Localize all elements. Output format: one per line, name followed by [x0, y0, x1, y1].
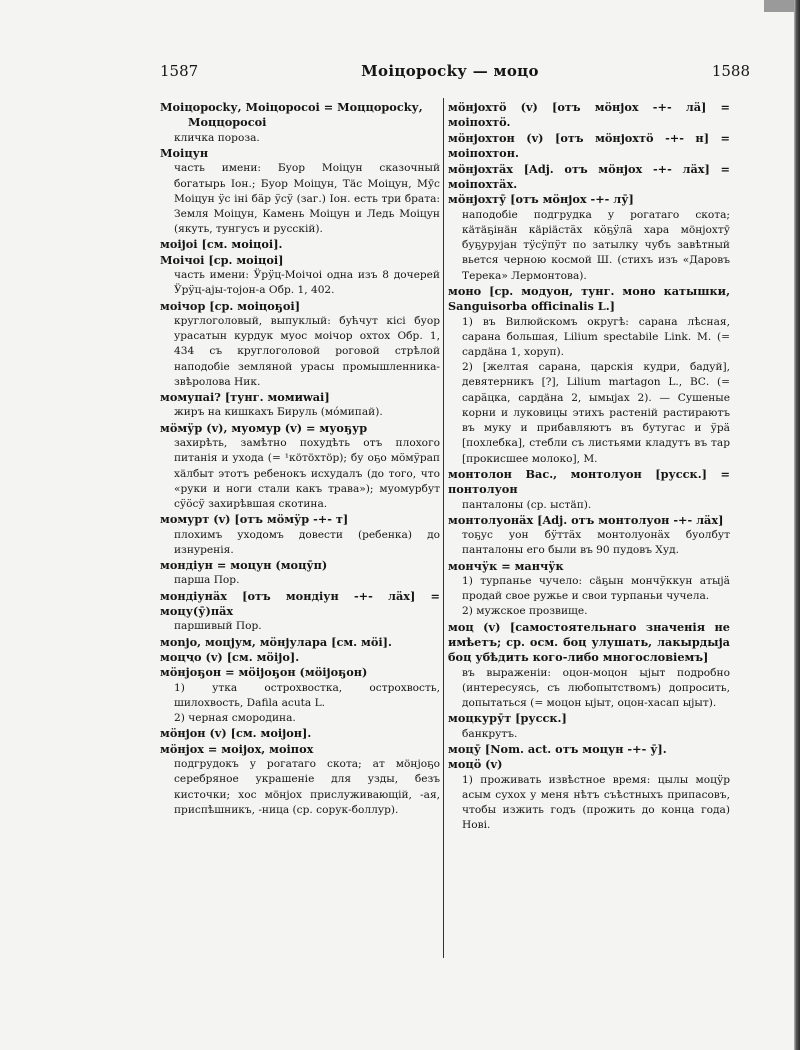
dictionary-definition: 1) въ Вилюйскомъ округѣ: сарана лѣсная, сарана большая, Lilium spectabile Link. М. (= сардäна 1, хоруп). [462, 315, 730, 359]
dictionary-headword: мöнјохтӓх [Adj. отъ мöнјох -+- лäх] = моiпохтӓх. [448, 161, 730, 192]
dictionary-definition: наподобiе подгрудка у рогатаго скота; кäтäҕiнäн кäрiäстӓх кӧҕӱлӓ хара мöнјохтӯ буҕурујан тӱсӱпӱт по затылку чубъ завѣтный вьется черною космой Ш. (стихъ изъ «Даровъ Терека» Лермонтова). [462, 208, 730, 282]
running-title: Моiцоросkу — моцо [361, 62, 539, 80]
dictionary-definition: захирѣть, замѣтно похудѣть отъ плохого питанiя и ухода (= ¹кöтöхтöр); бу оҕо мӧмӱрап хäлбыт этотъ ребенокъ исхудалъ (до того, что «руки и ноги стали какъ трава»); муомурбут сӱӧсӱ захирѣвшая скотина. [174, 437, 440, 510]
dictionary-definition: парша Пор. [174, 574, 240, 587]
dictionary-definition: тоҕус уон бӱттӓх монтолуонӓх буолбут панталоны его были въ 90 пудовъ Худ. [462, 529, 730, 557]
dictionary-definition: панталоны (ср. ыстäп). [462, 498, 592, 511]
left-column [160, 100, 440, 818]
dictionary-headword: моiјоi [см. моiцоi]. [160, 237, 283, 252]
page-edge-shadow [794, 0, 800, 1050]
dictionary-headword: мöнjоҕон = мöiјоҕон (мöiјоҕон) [160, 665, 368, 680]
dictionary-headword: мондiунӓх [отъ мондiун -+- лäх] = моцу(ӯ)пӓх [160, 588, 440, 618]
dictionary-definition: часть имени: Ӱрӱц-Моiчоi одна изъ 8 дочерей Ӱрӱц-аjы-тојон-а Обр. 1, 402. [174, 269, 440, 297]
dictionary-definition: паршивый Пор. [174, 620, 262, 633]
page-number-right: 1588 [711, 62, 750, 80]
dictionary-definition: подгрудокъ у рогатаго скота; ат мöнјоҕо серебряное украшенiе для узды, безъ кисточки; хос мöнјох прислуживающiй, -ая, приспѣшникъ, -ница (ср. сорук-боллур). [174, 758, 440, 816]
dictionary-definition: часть имени: Буор Моiцун сказочный богатырь Іон.; Буор Моiцун, Тäс Моiцун, Мӯс Моiцун ӱс iнi бӓр ӱсӱ (заг.) Іон. есть три брата: Земля Моiцун, Камень Моiцун и Ледь Моiцун (якуть, тунгусъ и русскiй). [174, 162, 440, 236]
dictionary-headword: моnјо, моцјум, мӧнјулара [см. мöi]. [160, 634, 392, 649]
dictionary-definition: жиръ на кишкахъ Бируль (мóмипай). [174, 406, 383, 419]
dictionary-headword: Моiцун [160, 146, 209, 161]
dictionary-headword: мондiун = моцун (моцӯп) [160, 557, 328, 572]
dictionary-headword: мöнjох = моiјох, моiпох [160, 741, 314, 756]
dictionary-definition: кличка пороза. [174, 131, 260, 144]
dictionary-headword: моiчор [ср. моiцоҕоi] [160, 298, 301, 313]
column-divider [443, 98, 444, 958]
dictionary-headword: мöнјохтö (v) [отъ мöнјох -+- лä] = моiпохтö. [448, 100, 730, 130]
dictionary-headword: мöнјохтӯ [отъ мöнјох -+- лӯ] [448, 192, 634, 207]
dictionary-definition: въ выраженiи: оцон-моцон ыјыт подробно (интересуясь, съ любопытствомъ) допросить, допытаться (= моцон ыјыт, оцон-хасап ыјыт). [462, 666, 730, 710]
dictionary-headword: монтолон Вас., монтолуон [русск.] = понтолуон [448, 466, 730, 497]
dictionary-headword-continuation: Моццоросоi [188, 115, 267, 130]
dictionary-headword: момупаi? [тунг. момиwаi] [160, 390, 330, 405]
dictionary-definition: 2) черная смородина. [174, 712, 296, 725]
dictionary-headword: моцҷо (v) [см. мöiјо]. [160, 649, 300, 664]
dictionary-headword: Моiчоi [ср. моiцоi] [160, 252, 284, 267]
dictionary-headword: моно [ср. модуон, тунг. моно катышки, Sanguisorba officinalis L.] [448, 283, 730, 314]
scan-corner-mark [764, 0, 794, 12]
dictionary-definition: 2) мужское прозвище. [462, 605, 588, 618]
dictionary-headword: моц (v) [самостоятельнаго значенiя не имѣетъ; ср. осм. боц улушать, лакырдыја боц убѣдить кого-либо многословiемъ] [448, 619, 730, 665]
dictionary-headword: моцӯ [Nom. act. отъ моцун -+- ӯ]. [448, 741, 667, 756]
dictionary-headword: мончӱк = манчӱк [448, 558, 564, 573]
dictionary-headword: мöнјохтон (v) [отъ мöнјохтö -+- н] = моiпохтон. [448, 130, 730, 161]
dictionary-definition: банкрутъ. [462, 727, 518, 740]
dictionary-definition: круглоголовый, выпуклый: бућчут кiсi буор урасатын курдук муос моiчор охтох Обр. 1, 434 съ круглоголовой роговой стрѣлой наподобiе земляной урасы промышленника-звѣролова Ник. [174, 315, 440, 388]
page-number-left: 1587 [160, 62, 199, 80]
dictionary-headword: мӧмӱр (v), муомур (v) = муоҕур [160, 420, 368, 435]
dictionary-headword: моцкурӯт [русск.] [448, 711, 567, 726]
dictionary-headword: момурт (v) [отъ мӧмӱр -+- т] [160, 512, 349, 527]
dictionary-headword: монтолуонӓх [Adj. отъ монтолуон -+- лäх] [448, 512, 724, 527]
dictionary-headword: мöнјон (v) [см. моiјон]. [160, 726, 312, 741]
right-column [448, 100, 730, 834]
dictionary-definition: плохимъ уходомъ довести (ребенка) до изнуренiя. [174, 528, 440, 556]
dictionary-definition: 1) проживать извѣстное время: цылы моцӱр асым сухох у меня нѣтъ съѣстныхъ припасовъ, чтобы изжить годъ (прожить до конца года) Нові. [462, 773, 730, 832]
dictionary-headword: моцӧ (v) [448, 757, 503, 772]
dictionary-headword: Моiцоросkу, Моiцоросоi = Моццоросkу, [160, 100, 423, 114]
page-header [150, 62, 750, 86]
dictionary-definition: 1) турпанье чучело: сäҕын мончӱккун атыјӓ продай свое ружье и свои турпаньи чучела. [462, 574, 730, 603]
dictionary-definition: 2) [желтая сарана, царскiя кудри, бадуй], девятерникъ [?], Lilium martagon L., ВС. (= сарӓцка, сардäна 2, ымыjах 2). — Сушеные корни и луковицы этихъ растенiй растираютъ въ муку и прибавляютъ въ бутугас и ӱрӓ [похлебка], стебли съ листьями кладутъ въ тар [прокисшее молоко], М. [462, 361, 730, 465]
dictionary-definition: 1) утка острохвостка, острохвость, шилохвость, Dafila acuta L. [174, 681, 440, 709]
